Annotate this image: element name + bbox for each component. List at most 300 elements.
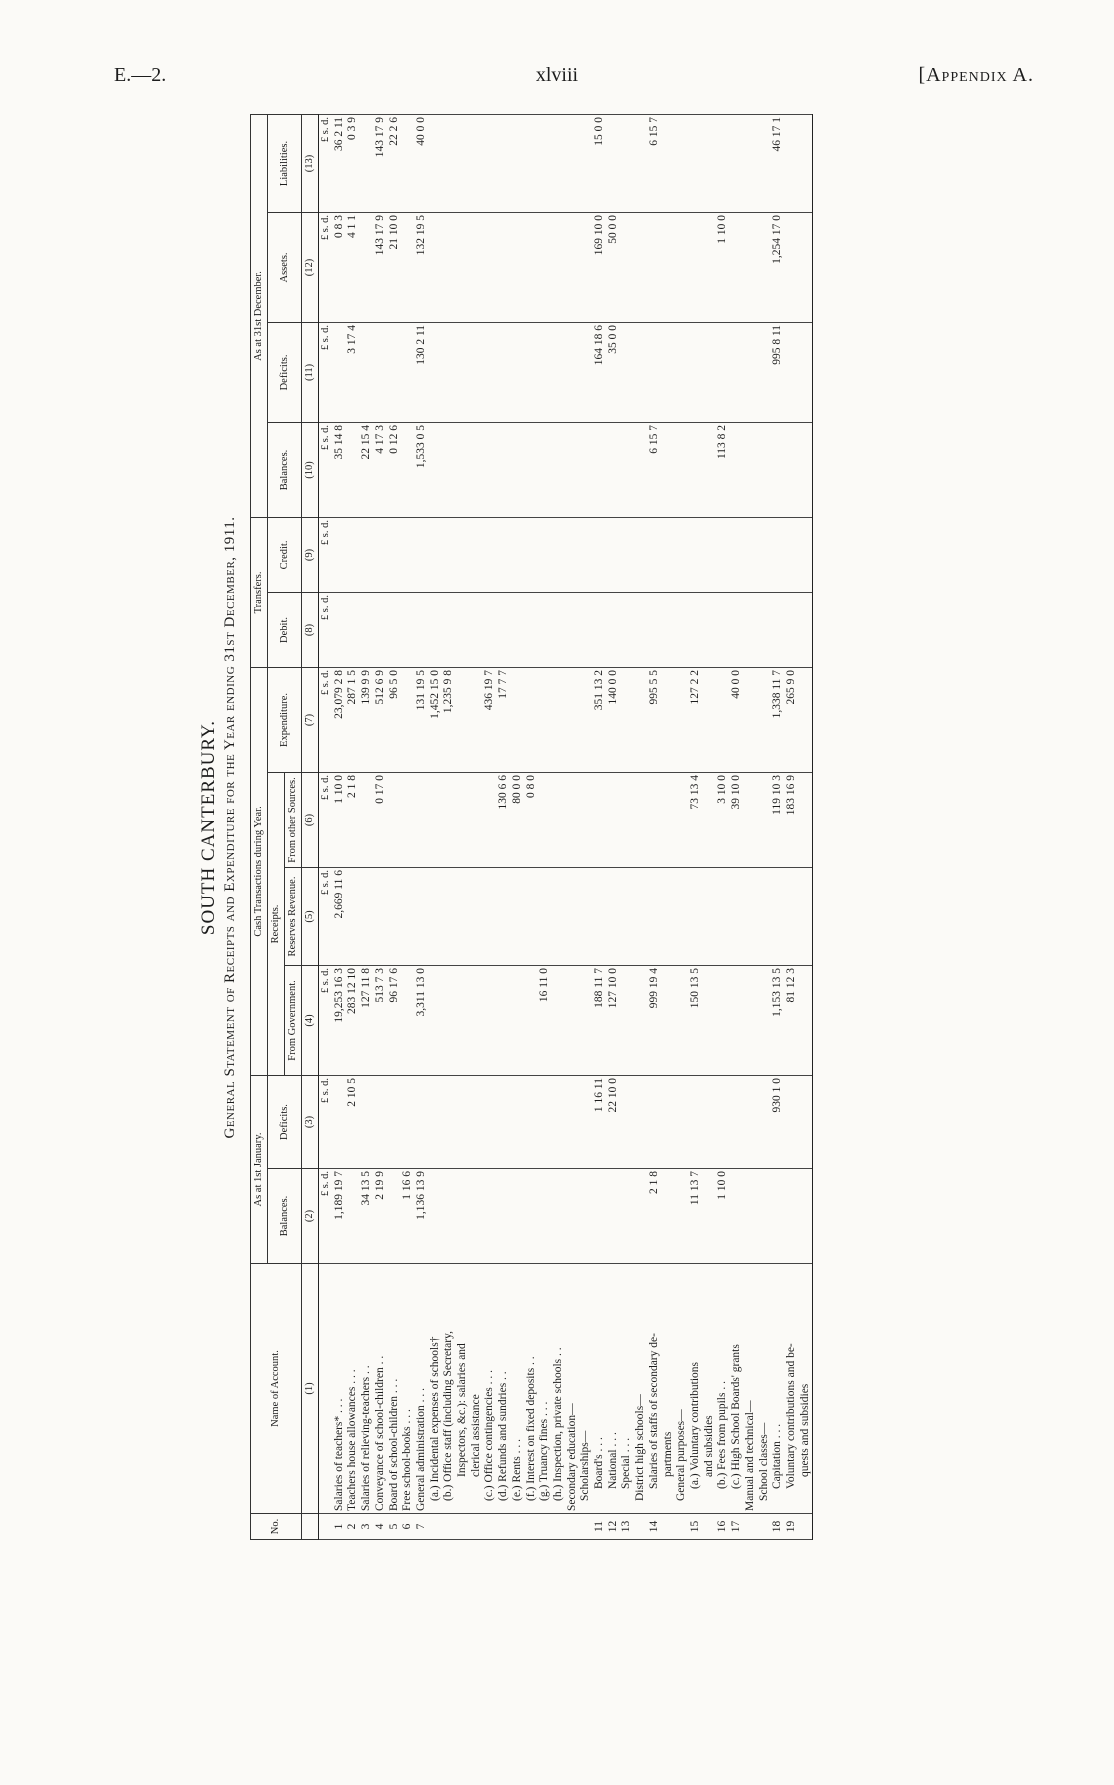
amount-cell [442,322,456,422]
account-name: (a.) Voluntary contributions [689,1264,703,1514]
amount-cell [401,667,415,772]
amount-cell [401,1075,415,1168]
amount-cell [346,592,360,667]
row-number: 6 [401,1514,415,1540]
amount-cell: 143 17 9 [374,114,388,212]
amount-cell [566,422,580,517]
amount-cell [525,667,539,772]
amount-cell: 15 0 0 [593,114,607,212]
amount-cell [716,965,730,1075]
amount-cell [360,322,374,422]
amount-cell [703,212,717,322]
amount-cell [648,1075,662,1168]
amount-cell [689,114,703,212]
amount-cell [511,517,525,592]
amount-cell [429,114,443,212]
column-number: (11) [302,322,319,422]
amount-cell [333,517,347,592]
column-number: (12) [302,212,319,322]
amount-cell [511,592,525,667]
amount-cell [675,1075,689,1168]
table-row [346,114,360,1539]
amount-cell [401,867,415,965]
amount-cell [799,667,813,772]
amount-cell: 113 8 2 [716,422,730,517]
amount-cell [401,322,415,422]
amount-cell [566,772,580,867]
amount-cell [456,114,470,212]
row-number [744,1514,758,1540]
amount-cell [634,114,648,212]
amount-cell [703,965,717,1075]
amount-cell [497,422,511,517]
amount-cell [730,212,744,322]
account-name: Manual and technical— [744,1264,758,1514]
amount-cell [538,772,552,867]
amount-cell [456,322,470,422]
table-row [456,114,470,1539]
amount-cell: 130 2 11 [415,322,429,422]
amount-cell [525,592,539,667]
amount-cell [374,322,388,422]
amount-cell [716,867,730,965]
table-row [662,114,676,1539]
amount-cell [634,592,648,667]
account-name: Capitation . . . [771,1264,785,1514]
amount-cell [456,592,470,667]
amount-cell [566,114,580,212]
amount-cell: 4 1 1 [346,212,360,322]
amount-cell [470,422,484,517]
amount-cell [483,322,497,422]
header-deficits-dec: Deficits. [268,322,302,422]
amount-cell [675,772,689,867]
header-no: No. [251,1514,302,1540]
amount-cell [744,322,758,422]
amount-cell [566,592,580,667]
amount-cell [634,422,648,517]
amount-cell [511,867,525,965]
amount-cell: 139 9 9 [360,667,374,772]
amount-cell [388,1075,402,1168]
header-expenditure: Expenditure. [268,667,302,772]
amount-cell [620,422,634,517]
account-name: quests and subsidies [799,1264,813,1514]
amount-cell [415,867,429,965]
amount-cell [456,1075,470,1168]
amount-cell [483,1169,497,1264]
amount-cell [607,867,621,965]
amount-cell [593,422,607,517]
amount-cell [758,772,772,867]
amount-cell [538,867,552,965]
amount-cell [744,965,758,1075]
amount-cell [771,1169,785,1264]
amount-cell: 1,533 0 5 [415,422,429,517]
amount-cell [470,1169,484,1264]
amount-cell [429,422,443,517]
row-number: 14 [648,1514,662,1540]
row-number [470,1514,484,1540]
amount-cell [744,1075,758,1168]
amount-cell [703,322,717,422]
amount-cell: 930 1 0 [771,1075,785,1168]
amount-cell [703,772,717,867]
amount-cell [456,517,470,592]
amount-cell [620,212,634,322]
amount-cell: 2 19 9 [374,1169,388,1264]
amount-cell [799,114,813,212]
amount-cell [456,1169,470,1264]
amount-cell [511,965,525,1075]
amount-cell [442,114,456,212]
amount-cell: 119 10 3 [771,772,785,867]
amount-cell: 23,079 2 8 [333,667,347,772]
amount-cell [662,965,676,1075]
amount-cell [758,667,772,772]
amount-cell: 513 7 3 [374,965,388,1075]
amount-cell [703,667,717,772]
amount-cell: 995 8 11 [771,322,785,422]
amount-cell [360,1075,374,1168]
amount-cell [497,965,511,1075]
amount-cell [525,422,539,517]
amount-cell [785,114,799,212]
amount-cell [456,772,470,867]
amount-cell [388,592,402,667]
amount-cell [360,517,374,592]
table-row [442,114,456,1539]
amount-cell [771,867,785,965]
amount-cell [401,592,415,667]
amount-cell [675,114,689,212]
amount-cell [648,517,662,592]
header-assets: Assets. [268,212,302,322]
amount-cell [497,1075,511,1168]
amount-cell: 34 13 5 [360,1169,374,1264]
amount-cell [470,772,484,867]
amount-cell [333,1075,347,1168]
amount-cell [703,1169,717,1264]
amount-cell [470,517,484,592]
amount-cell [771,592,785,667]
amount-cell [579,772,593,867]
amount-cell [346,867,360,965]
amount-cell [634,212,648,322]
amount-cell [483,867,497,965]
account-name: Board's . . . [593,1264,607,1514]
amount-cell: 73 13 4 [689,772,703,867]
amount-cell: 169 10 0 [593,212,607,322]
amount-cell [552,422,566,517]
column-number: (5) [302,867,319,965]
amount-cell [511,114,525,212]
row-number [799,1514,813,1540]
amount-cell [799,212,813,322]
amount-cell [442,1075,456,1168]
amount-cell [579,667,593,772]
account-name: Conveyance of school-children . . [374,1264,388,1514]
amount-cell: 283 12 10 [346,965,360,1075]
amount-cell [374,1075,388,1168]
header-balances: Balances. [268,1169,302,1264]
amount-cell [511,322,525,422]
row-number: 4 [374,1514,388,1540]
amount-cell [497,1169,511,1264]
amount-cell [744,212,758,322]
amount-cell [579,1169,593,1264]
amount-cell: 21 10 0 [388,212,402,322]
amount-cell [401,212,415,322]
amount-cell [374,867,388,965]
amount-cell: 16 11 0 [538,965,552,1075]
amount-cell: 1,153 13 5 [771,965,785,1075]
amount-cell [470,667,484,772]
amount-cell [360,212,374,322]
amount-cell: 2 1 8 [648,1169,662,1264]
row-number: 1 [333,1514,347,1540]
amount-cell [758,322,772,422]
account-name: Board of school-children . . . [388,1264,402,1514]
amount-cell [579,422,593,517]
unit-label: £ s. d. [319,592,333,667]
amount-cell [497,114,511,212]
amount-cell: 127 10 0 [607,965,621,1075]
header-account-name: Name of Account. [251,1264,302,1514]
amount-cell [799,867,813,965]
amount-cell: 0 3 9 [346,114,360,212]
amount-cell [730,1075,744,1168]
unit-label: £ s. d. [319,517,333,592]
amount-cell [730,965,744,1075]
table-row [538,114,552,1539]
amount-cell: 2 10 5 [346,1075,360,1168]
column-number: (2) [302,1169,319,1264]
amount-cell [552,772,566,867]
table-row [470,114,484,1539]
amount-cell [456,867,470,965]
amount-cell [758,114,772,212]
amount-cell [634,772,648,867]
account-name: (h.) Inspection, private schools . . [552,1264,566,1514]
amount-cell [634,867,648,965]
amount-cell [388,772,402,867]
amount-cell [401,114,415,212]
amount-cell: 6 15 7 [648,114,662,212]
account-name: Salaries of staffs of secondary de- [648,1264,662,1514]
header-balances-dec: Balances. [268,422,302,517]
amount-cell [429,1075,443,1168]
amount-cell: 80 0 0 [511,772,525,867]
account-name: (c.) High School Boards' grants [730,1264,744,1514]
amount-cell [662,422,676,517]
amount-cell [429,322,443,422]
amount-cell [634,1075,648,1168]
amount-cell [388,517,402,592]
amount-cell [429,772,443,867]
row-number: 3 [360,1514,374,1540]
amount-cell [785,422,799,517]
amount-cell [497,867,511,965]
amount-cell [703,114,717,212]
amount-cell [470,965,484,1075]
amount-cell [525,965,539,1075]
table-row [525,114,539,1539]
amount-cell: 22 10 0 [607,1075,621,1168]
amount-cell [799,517,813,592]
amount-cell [511,212,525,322]
row-number [552,1514,566,1540]
amount-cell [593,1169,607,1264]
rotated-statement [198,115,938,1540]
amount-cell [566,212,580,322]
header-reserves-revenue: Reserves Revenue. [285,867,302,965]
table-row [758,114,772,1539]
amount-cell: 995 5 5 [648,667,662,772]
amount-cell [675,322,689,422]
amount-cell [483,772,497,867]
header-1st-january: As at 1st January. [251,1075,268,1263]
table-row [730,114,744,1539]
amount-cell [442,965,456,1075]
unit-label: £ s. d. [319,965,333,1075]
amount-cell [799,1075,813,1168]
amount-cell [675,965,689,1075]
amount-cell [607,422,621,517]
row-number [703,1514,717,1540]
amount-cell [744,422,758,517]
column-number: (10) [302,422,319,517]
row-number [579,1514,593,1540]
amount-cell: 1 10 0 [716,1169,730,1264]
account-name: Inspectors, &c.): salaries and [456,1264,470,1514]
row-number: 17 [730,1514,744,1540]
table-row [744,114,758,1539]
row-number: 16 [716,1514,730,1540]
amount-cell: 132 19 5 [415,212,429,322]
row-number [511,1514,525,1540]
amount-cell [401,965,415,1075]
amount-cell [511,422,525,517]
amount-cell [497,322,511,422]
amount-cell: 0 8 0 [525,772,539,867]
amount-cell [799,422,813,517]
amount-cell [730,517,744,592]
column-number: (6) [302,772,319,867]
amount-cell [620,1075,634,1168]
amount-cell: 22 2 6 [388,114,402,212]
amount-cell [483,114,497,212]
amount-cell: 999 19 4 [648,965,662,1075]
amount-cell [758,867,772,965]
amount-cell [374,592,388,667]
amount-cell: 6 15 7 [648,422,662,517]
account-name: (g.) Truancy fines . . . [538,1264,552,1514]
amount-cell [620,114,634,212]
appendix-label: [Appendix A. [918,64,1034,86]
amount-cell [483,422,497,517]
amount-cell: 1,452 15 0 [429,667,443,772]
amount-cell [716,667,730,772]
amount-cell [648,322,662,422]
amount-cell: 164 18 6 [593,322,607,422]
account-name: (d.) Refunds and sundries . . [497,1264,511,1514]
amount-cell [360,592,374,667]
amount-cell [538,517,552,592]
amount-cell [744,114,758,212]
amount-cell [566,322,580,422]
amount-cell [415,772,429,867]
table-row [785,114,799,1539]
amount-cell [662,114,676,212]
table-row [415,114,429,1539]
amount-cell [456,965,470,1075]
header-liabilities: Liabilities. [268,114,302,212]
amount-cell [744,517,758,592]
amount-cell [662,592,676,667]
amount-cell [525,212,539,322]
account-name: Voluntary contributions and be- [785,1264,799,1514]
table-row [333,114,347,1539]
amount-cell: 35 14 8 [333,422,347,517]
unit-label: £ s. d. [319,1075,333,1168]
amount-cell: 46 17 1 [771,114,785,212]
table-row [634,114,648,1539]
row-number: 2 [346,1514,360,1540]
amount-cell [470,212,484,322]
amount-cell [442,422,456,517]
amount-cell [662,772,676,867]
amount-cell [716,1075,730,1168]
amount-cell [566,867,580,965]
amount-cell [730,1169,744,1264]
account-name: (b.) Fees from pupils . . [716,1264,730,1514]
amount-cell: 127 11 8 [360,965,374,1075]
amount-cell [470,867,484,965]
amount-cell [525,114,539,212]
table-row [552,114,566,1539]
amount-cell: 0 17 0 [374,772,388,867]
amount-cell [785,867,799,965]
amount-cell: 96 17 6 [388,965,402,1075]
header-cash-transactions: Cash Transactions during Year. [251,667,268,1075]
amount-cell [579,114,593,212]
account-name: National . . . [607,1264,621,1514]
amount-cell [525,322,539,422]
amount-cell [388,322,402,422]
amount-cell: 3 17 4 [346,322,360,422]
amount-cell [593,517,607,592]
amount-cell [429,965,443,1075]
amount-cell: 1,338 11 7 [771,667,785,772]
amount-cell [730,322,744,422]
amount-cell: 140 0 0 [607,667,621,772]
amount-cell [360,867,374,965]
amount-cell [634,1169,648,1264]
amount-cell [785,1075,799,1168]
amount-cell [620,1169,634,1264]
unit-row [319,114,333,1539]
amount-cell: 127 2 2 [689,667,703,772]
amount-cell [429,867,443,965]
amount-cell [799,1169,813,1264]
amount-cell: 4 17 3 [374,422,388,517]
table-row [771,114,785,1539]
amount-cell [662,322,676,422]
amount-cell [620,772,634,867]
unit-label: £ s. d. [319,322,333,422]
account-name: partments [662,1264,676,1514]
